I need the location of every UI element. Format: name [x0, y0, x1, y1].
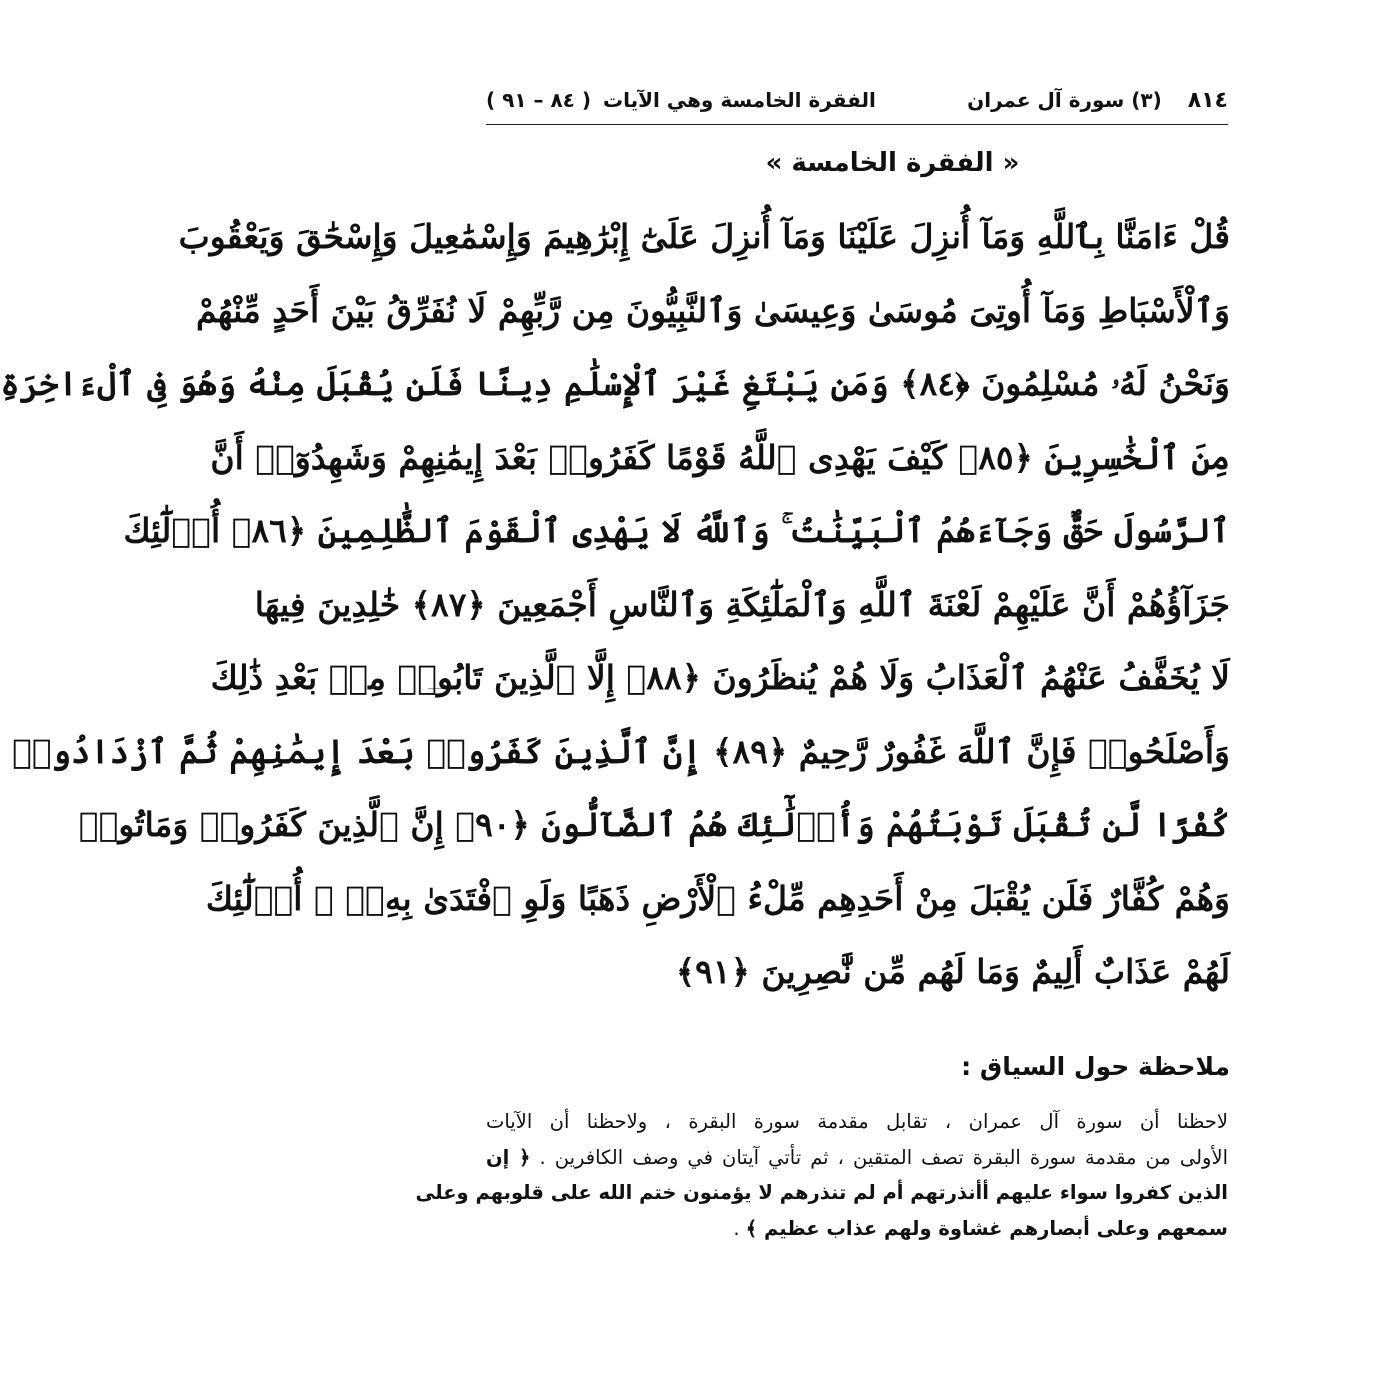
verse-line: وَهُمْ كُفَّارٌ فَلَن يُقْبَلَ مِنْ أَحَدِهِم مِّلْءُ ٱلْأَرْضِ ذَهَبًا وَلَوِ ٱفْتَدَىٰ بِهِۦٓ ۗ أُو۟لَٰٓئِكَ: [205, 878, 1230, 918]
note-paragraph: [415, 1104, 1228, 1246]
verse-line: مِنَ ٱلْخَٰسِرِينَ ﴿٨٥﴾ كَيْفَ يَهْدِى ٱللَّهُ قَوْمًا كَفَرُوا۟ بَعْدَ إِيمَٰنِهِمْ وَشَهِدُوٓا۟ أَنَّ: [210, 437, 1230, 477]
running-header: [486, 84, 1228, 125]
header-right-group: [967, 88, 1228, 113]
note-heading: ملاحظة حول السياق :: [961, 1052, 1230, 1081]
quran-verses: [0, 200, 1230, 1009]
verse-line: كُفْرًا لَّن تُقْبَلَ تَوْبَتُهُمْ وَأُو۟لَٰٓئِكَ هُمُ ٱلضَّآلُّونَ ﴿٩٠﴾ إِنَّ ٱلَّذِينَ كَفَرُوا۟ وَمَاتُوا۟: [78, 805, 1230, 844]
verse-line: قُلْ ءَامَنَّا بِٱللَّهِ وَمَآ أُنزِلَ عَلَيْنَا وَمَآ أُنزِلَ عَلَىٰٓ إِبْرَٰهِيمَ وَإِسْمَٰعِيلَ وَإِسْحَٰقَ وَيَعْقُوبَ: [178, 217, 1230, 256]
note-text: .: [733, 1216, 746, 1240]
verse-line: وَأَصْلَحُوا۟ فَإِنَّ ٱللَّهَ غَفُورٌ رَّحِيمٌ ﴿٨٩﴾ إِنَّ ٱلَّذِينَ كَفَرُوا۟ بَعْدَ إِيمَٰنِهِمْ ثُمَّ ٱزْدَادُوا۟: [12, 731, 1230, 771]
quoted-verse: ﴿ إن: [486, 1145, 531, 1169]
surah-label: (٣) سورة آل عمران: [967, 88, 1162, 112]
note-line: [486, 1211, 1228, 1247]
verse-line: وَٱلْأَسْبَاطِ وَمَآ أُوتِىَ مُوسَىٰ وَعِيسَىٰ وَٱلنَّبِيُّونَ مِن رَّبِّهِمْ لَا نُفَرِّقُ بَيْنَ أَحَدٍ مِّنْهُمْ: [195, 290, 1230, 330]
header-left-group: [486, 88, 876, 112]
verse-line: ٱلرَّسُولَ حَقٌّ وَجَآءَهُمُ ٱلْبَيِّنَٰتُ ۚ وَٱللَّهُ لَا يَهْدِى ٱلْقَوْمَ ٱلظَّٰلِمِينَ ﴿٨٦﴾ أُو۟لَٰٓئِكَ: [123, 511, 1230, 550]
quoted-verse-line: الذين كفروا سواء عليهم أأنذرتهم أم لم تنذرهم لا يؤمنون ختم الله على قلوبهم وعلى: [415, 1181, 1228, 1204]
quoted-verse: سمعهم وعلى أبصارهم غشاوة ولهم عذاب عظيم ﴾: [745, 1216, 1228, 1240]
verse-line: لَا يُخَفَّفُ عَنْهُمُ ٱلْعَذَابُ وَلَا هُمْ يُنظَرُونَ ﴿٨٨﴾ إِلَّا ٱلَّذِينَ تَابُوا۟ مِنۢ بَعْدِ ذَٰلِكَ: [210, 658, 1230, 697]
note-line: لاحظنا أن سورة آل عمران ، تقابل مقدمة سورة البقرة ، ولاحظنا أن الآيات: [486, 1110, 1228, 1133]
verse-line: وَنَحْنُ لَهُۥ مُسْلِمُونَ ﴿٨٤﴾ وَمَن يَبْتَغِ غَيْرَ ٱلْإِسْلَٰمِ دِينًا فَلَن يُقْبَلَ مِنْهُ وَهُوَ فِى ٱلْءَاخِرَةِ: [0, 364, 1230, 403]
section-title: « الفقرة الخامسة »: [765, 148, 1020, 178]
verse-line: جَزَآؤُهُمْ أَنَّ عَلَيْهِمْ لَعْنَةَ ٱللَّهِ وَٱلْمَلَٰٓئِكَةِ وَٱلنَّاسِ أَجْمَعِينَ ﴿٨٧﴾ خَٰلِدِينَ فِيهَا: [254, 584, 1230, 624]
ayat-range: ( ٨٤ – ٩١ ): [486, 88, 591, 112]
verse-line: لَهُمْ عَذَابٌ أَلِيمٌ وَمَا لَهُم مِّن نَّٰصِرِينَ ﴿٩١﴾: [675, 952, 1230, 991]
page-number: ٨١٤: [1187, 88, 1228, 113]
note-text: الأولى من مقدمة سورة البقرة تصف المتقين ، ثم تأتي آيتان في وصف الكافرين .: [530, 1145, 1228, 1169]
note-line: [486, 1140, 1228, 1176]
section-label: الفقرة الخامسة وهي الآيات: [603, 88, 876, 112]
